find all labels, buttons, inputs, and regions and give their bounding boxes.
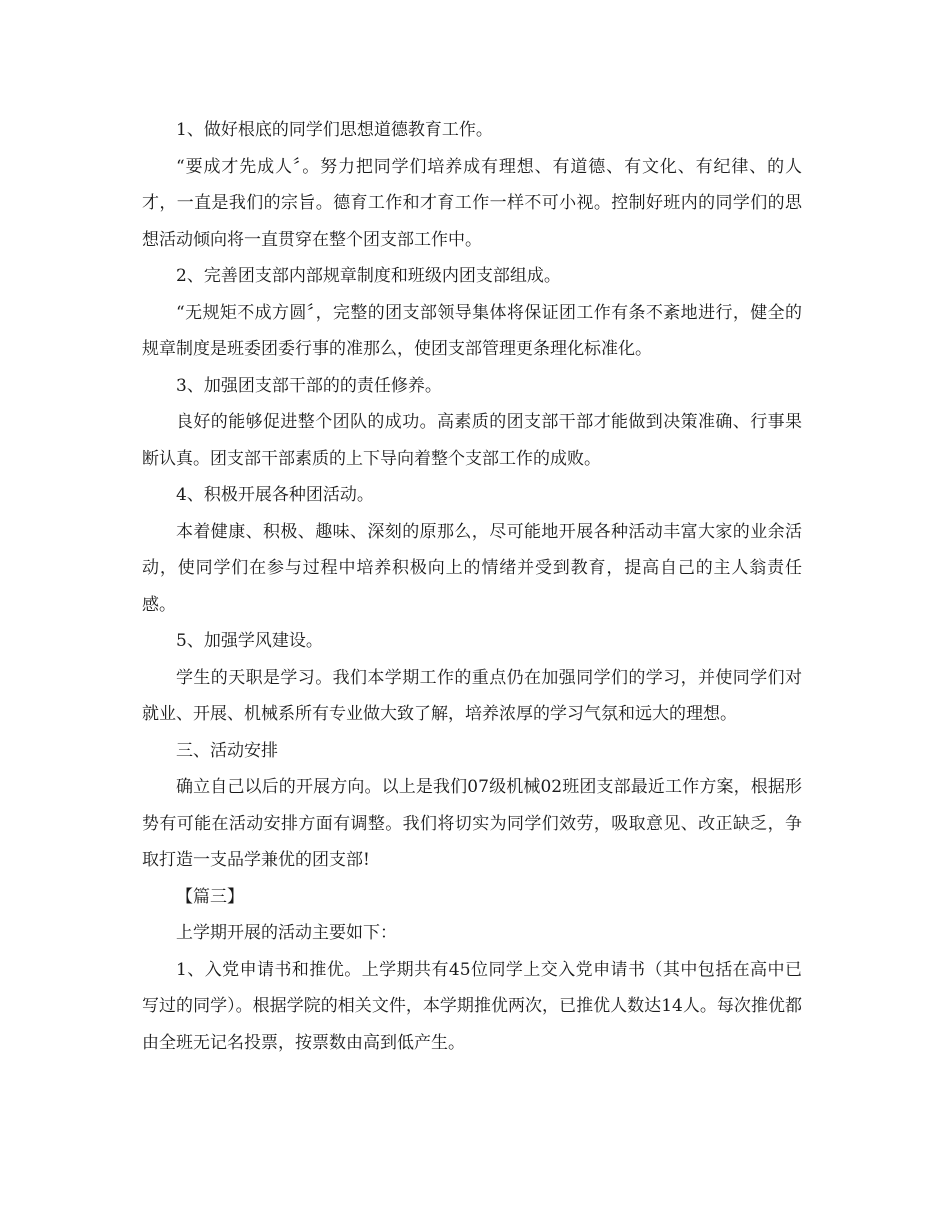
paragraph: “无规矩不成方圆〞，完整的团支部领导集体将保证团工作有条不紊地进行，健全的规章制度是班委团委行事的准那么，使团支部管理更条理化标准化。	[142, 302, 802, 359]
paragraph: 本着健康、积极、趣味、深刻的原那么，尽可能地开展各种活动丰富大家的业余活动，使同学们在参与过程中培养积极向上的情绪并受到教育，提高自己的主人翁责任感。	[142, 521, 802, 615]
paragraph: 良好的能够促进整个团队的成功。高素质的团支部干部才能做到决策准确、行事果断认真。团支部干部素质的上下导向着整个支部工作的成败。	[142, 412, 802, 469]
paragraph: 上学期开展的活动主要如下：	[176, 923, 397, 943]
document-body	[142, 112, 802, 1061]
list-item-heading: 3、加强团支部干部的的责任修养。	[176, 375, 442, 396]
list-item-heading: 4、积极开展各种团活动。	[176, 485, 374, 505]
paragraph: “要成才先成人〞。努力把同学们培养成有理想、有道德、有文化、有纪律、的人才，一直是我们的宗旨。德育工作和才育工作一样不可小视。控制好班内的同学们的思想活动倾向将一直贯穿在整个团支部工作中。	[142, 156, 802, 250]
paragraph: 确立自己以后的开展方向。以上是我们07级机械02班团支部最近工作方案，根据形势有可能在活动安排方面有调整。我们将切实为同学们效劳，吸取意见、改正缺乏，争取打造一支品学兼优的团支部!	[142, 777, 802, 870]
part-heading: 【篇三】	[176, 886, 244, 907]
list-item-heading: 1、做好根底的同学们思想道德教育工作。	[176, 120, 493, 140]
paragraph: 1、入党申请书和推优。上学期共有45位同学上交入党申请书（其中包括在高中已写过的同学）。根据学院的相关文件，本学期推优两次，已推优人数达14人。每次推优都由全班无记名投票，按票数由高到低产生。	[142, 959, 802, 1053]
paragraph: 学生的天职是学习。我们本学期工作的重点仍在加强同学们的学习，并使同学们对就业、开展、机械系所有专业做大致了解，培养浓厚的学习气氛和远大的理想。	[142, 667, 802, 724]
list-item-heading: 2、完善团支部内部规章制度和班级内团支部组成。	[176, 266, 561, 286]
section-heading: 三、活动安排	[176, 740, 278, 761]
list-item-heading: 5、加强学风建设。	[176, 631, 323, 651]
